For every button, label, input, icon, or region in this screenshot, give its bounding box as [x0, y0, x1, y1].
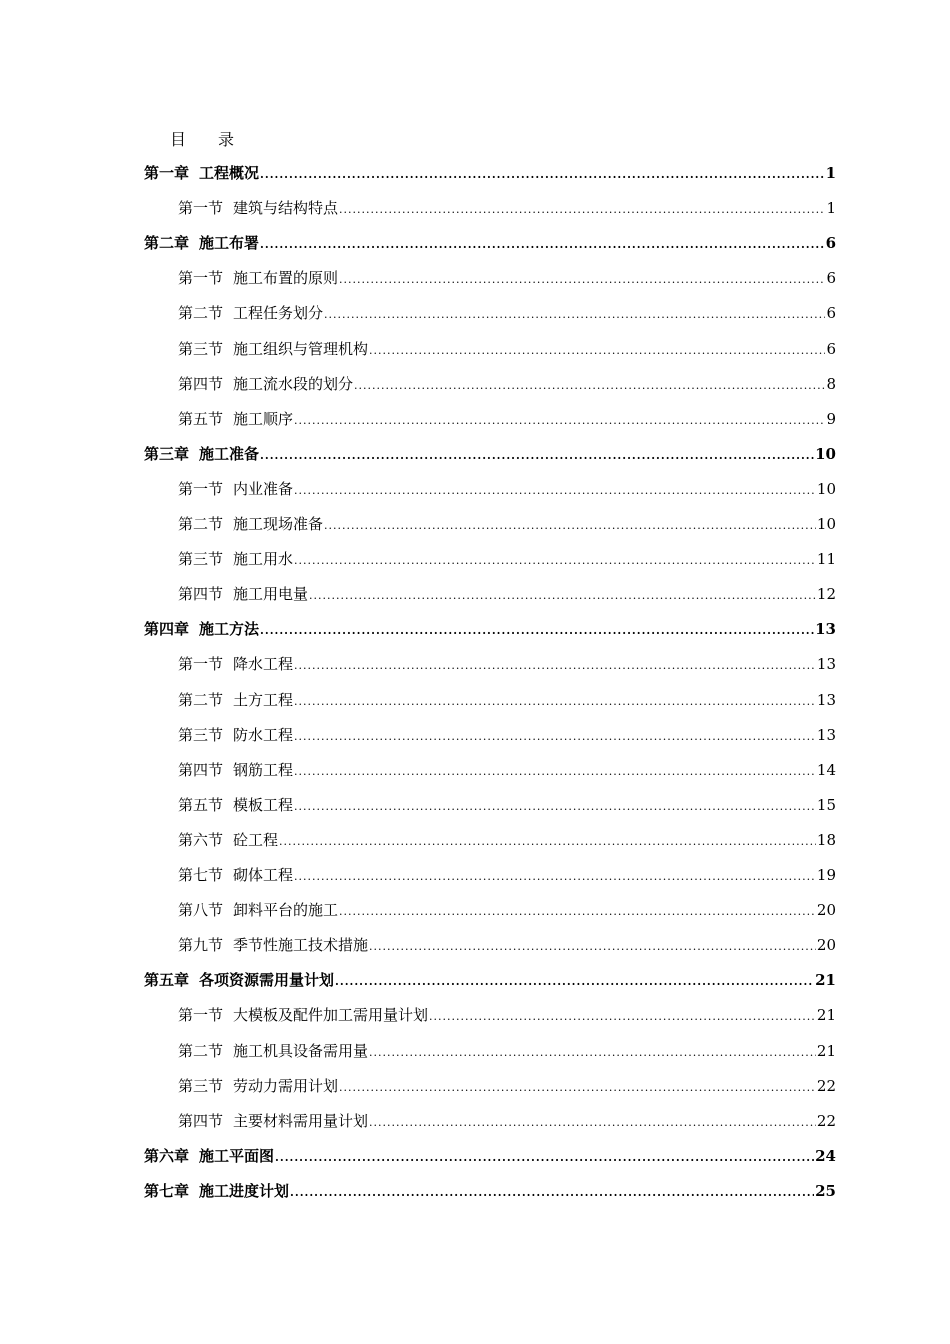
dot-leader [324, 516, 816, 536]
toc-entry-number: 第四章 [144, 620, 190, 639]
toc-entry-page-number: 8 [826, 374, 836, 393]
toc-entry-number: 第三节 [178, 1076, 224, 1095]
toc-entry-title: 主要材料需用量计划 [233, 1111, 369, 1130]
toc-entry-title: 季节性施工技术措施 [233, 936, 369, 955]
toc-section-entry[interactable] [178, 268, 836, 288]
dot-leader [260, 621, 814, 641]
toc-entry-page-number: 11 [816, 550, 836, 569]
toc-entry-title: 施工布署 [199, 234, 260, 253]
toc-chapter-entry[interactable] [144, 619, 836, 639]
toc-entry-title: 卸料平台的施工 [233, 901, 339, 920]
dot-leader [294, 797, 816, 817]
toc-entry-number: 第七章 [144, 1181, 190, 1200]
toc-entry-number: 第五节 [178, 409, 224, 428]
toc-section-entry[interactable] [178, 725, 836, 745]
toc-entry-number: 第五章 [144, 971, 190, 990]
toc-entry-title: 各项资源需用量计划 [199, 971, 335, 990]
toc-section-entry[interactable] [178, 198, 836, 218]
toc-entry-page-number: 20 [816, 936, 836, 955]
dot-leader [429, 1007, 816, 1027]
toc-entry-title: 施工方法 [199, 620, 260, 639]
toc-entry-page-number: 24 [815, 1146, 836, 1165]
toc-section-entry[interactable] [178, 830, 836, 850]
toc-entry-title: 施工流水段的划分 [233, 374, 354, 393]
toc-section-entry[interactable] [178, 374, 836, 394]
dot-leader [324, 305, 825, 325]
toc-entry-page-number: 21 [816, 1006, 836, 1025]
toc-entry-page-number: 6 [826, 339, 836, 358]
toc-entry-page-number: 14 [816, 760, 836, 779]
toc-entry-title: 施工准备 [199, 444, 260, 463]
toc-entry-number: 第七节 [178, 866, 224, 884]
toc-entry-title: 施工用水 [233, 550, 294, 569]
toc-entry-title: 施工平面图 [199, 1146, 275, 1165]
toc-entry-title: 土方工程 [233, 690, 294, 709]
toc-chapter-entry[interactable] [144, 1181, 836, 1201]
toc-entry-page-number: 20 [816, 901, 836, 920]
toc-entry-number: 第一节 [178, 1006, 224, 1025]
toc-entry-title: 大模板及配件加工需用量计划 [233, 1006, 429, 1025]
toc-section-entry[interactable] [178, 900, 836, 920]
dot-leader [294, 692, 816, 712]
dot-leader [339, 1078, 816, 1098]
toc-entry-page-number: 6 [826, 304, 836, 323]
toc-entry-number: 第三节 [178, 725, 224, 744]
toc-entry-number: 第二节 [178, 690, 224, 709]
dot-leader [369, 937, 816, 957]
toc-entry-page-number: 22 [816, 1111, 836, 1130]
toc-entry-title: 施工组织与管理机构 [233, 339, 369, 358]
toc-section-entry[interactable] [178, 1076, 836, 1096]
dot-leader [339, 200, 825, 220]
dot-leader [294, 481, 816, 501]
toc-chapter-entry[interactable] [144, 163, 836, 183]
toc-entry-page-number: 1 [826, 199, 836, 218]
toc-entry-page-number: 12 [816, 585, 836, 604]
toc-entry-title: 施工现场准备 [233, 515, 324, 533]
toc-entry-number: 第一节 [178, 269, 224, 288]
toc-chapter-entry[interactable] [144, 970, 836, 990]
toc-entry-number: 第二节 [178, 304, 224, 323]
toc-entry-title: 施工用电量 [233, 585, 309, 604]
dot-leader [369, 1043, 816, 1063]
toc-entry-title: 劳动力需用计划 [233, 1076, 339, 1095]
toc-entry-page-number: 9 [826, 409, 836, 428]
toc-entry-number: 第九节 [178, 936, 224, 955]
toc-entry-number: 第一节 [178, 479, 224, 498]
toc-entry-number: 第八节 [178, 901, 224, 920]
toc-entry-page-number: 19 [816, 866, 836, 884]
dot-leader [339, 902, 816, 922]
toc-section-entry[interactable] [178, 1005, 836, 1025]
toc-entry-page-number: 13 [815, 620, 836, 639]
dot-leader [369, 1113, 816, 1133]
toc-section-entry[interactable] [178, 409, 836, 429]
toc-section-entry[interactable] [178, 1041, 836, 1061]
toc-entry-title: 施工进度计划 [199, 1181, 290, 1200]
dot-leader [309, 586, 816, 606]
toc-entry-number: 第四节 [178, 374, 224, 393]
toc-section-entry[interactable] [178, 935, 836, 955]
toc-entry-number: 第四节 [178, 1111, 224, 1130]
toc-entry-number: 第六章 [144, 1146, 190, 1165]
toc-entry-page-number: 22 [816, 1076, 836, 1095]
toc-entry-page-number: 6 [825, 234, 836, 253]
toc-entry-title: 施工顺序 [233, 409, 294, 428]
toc-entry-page-number: 15 [816, 795, 836, 814]
toc-section-entry[interactable] [178, 865, 836, 885]
toc-section-entry[interactable] [178, 654, 836, 674]
toc-chapter-entry[interactable] [144, 444, 836, 464]
dot-leader [294, 727, 816, 747]
toc-entry-number: 第三节 [178, 339, 224, 358]
dot-leader [275, 1148, 814, 1168]
toc-section-entry[interactable] [178, 584, 836, 604]
toc-entry-title: 砌体工程 [233, 866, 294, 884]
toc-entry-page-number: 18 [816, 830, 836, 849]
dot-leader [260, 165, 825, 185]
toc-entry-page-number: 13 [816, 725, 836, 744]
toc-entry-title: 建筑与结构特点 [233, 199, 339, 218]
toc-entry-number: 第三章 [144, 444, 190, 463]
toc-entry-number: 第三节 [178, 550, 224, 569]
toc-entry-title: 内业准备 [233, 479, 294, 498]
toc-chapter-entry[interactable] [144, 233, 836, 253]
dot-leader [369, 341, 825, 361]
toc-chapter-entry[interactable] [144, 1146, 836, 1166]
toc-entry-title: 降水工程 [233, 655, 294, 674]
toc-entry-title: 钢筋工程 [233, 760, 294, 779]
toc-entry-number: 第五节 [178, 795, 224, 814]
toc-entry-page-number: 13 [816, 690, 836, 709]
toc-entry-number: 第二章 [144, 234, 190, 253]
dot-leader [294, 867, 816, 887]
toc-entry-number: 第二节 [178, 1041, 224, 1060]
toc-entry-number: 第六节 [178, 830, 224, 849]
dot-leader [260, 446, 814, 466]
dot-leader [294, 656, 816, 676]
dot-leader [294, 411, 825, 431]
toc-entry-number: 第一节 [178, 655, 224, 674]
toc-section-entry[interactable] [178, 795, 836, 815]
toc-entry-page-number: 6 [826, 269, 836, 288]
toc-section-entry[interactable] [178, 339, 836, 359]
toc-entry-title: 防水工程 [233, 725, 294, 744]
toc-section-entry[interactable] [178, 549, 836, 569]
toc-section-entry[interactable] [178, 760, 836, 780]
toc-entry-page-number: 10 [816, 515, 836, 533]
toc-entry-page-number: 10 [815, 444, 836, 463]
toc-entry-page-number: 21 [815, 971, 836, 990]
dot-leader [279, 832, 816, 852]
toc-entry-title: 工程任务划分 [233, 304, 324, 323]
toc-entry-number: 第四节 [178, 760, 224, 779]
toc-entry-number: 第一章 [144, 164, 190, 182]
dot-leader [335, 972, 814, 992]
toc-entry-number: 第一节 [178, 199, 224, 218]
toc-title: 目 录 [170, 130, 235, 149]
toc-section-entry[interactable] [178, 303, 836, 323]
toc-section-entry[interactable] [178, 1111, 836, 1131]
dot-leader [294, 762, 816, 782]
dot-leader [339, 270, 825, 290]
toc-entry-title: 砼工程 [233, 830, 279, 849]
toc-section-entry[interactable] [178, 479, 836, 499]
toc-section-entry[interactable] [178, 514, 836, 534]
dot-leader [290, 1183, 814, 1203]
toc-entry-number: 第四节 [178, 585, 224, 604]
toc-entry-title: 工程概况 [199, 164, 260, 182]
toc-entry-page-number: 1 [825, 164, 836, 182]
dot-leader [354, 376, 825, 396]
toc-entry-page-number: 13 [816, 655, 836, 674]
dot-leader [294, 551, 816, 571]
toc-entry-title: 模板工程 [233, 795, 294, 814]
toc-entry-page-number: 10 [816, 479, 836, 498]
toc-entry-title: 施工机具设备需用量 [233, 1041, 369, 1060]
toc-entry-page-number: 21 [816, 1041, 836, 1060]
toc-entry-page-number: 25 [815, 1181, 836, 1200]
toc-entry-number: 第二节 [178, 515, 224, 533]
toc-entry-title: 施工布置的原则 [233, 269, 339, 288]
dot-leader [260, 235, 825, 255]
toc-section-entry[interactable] [178, 690, 836, 710]
